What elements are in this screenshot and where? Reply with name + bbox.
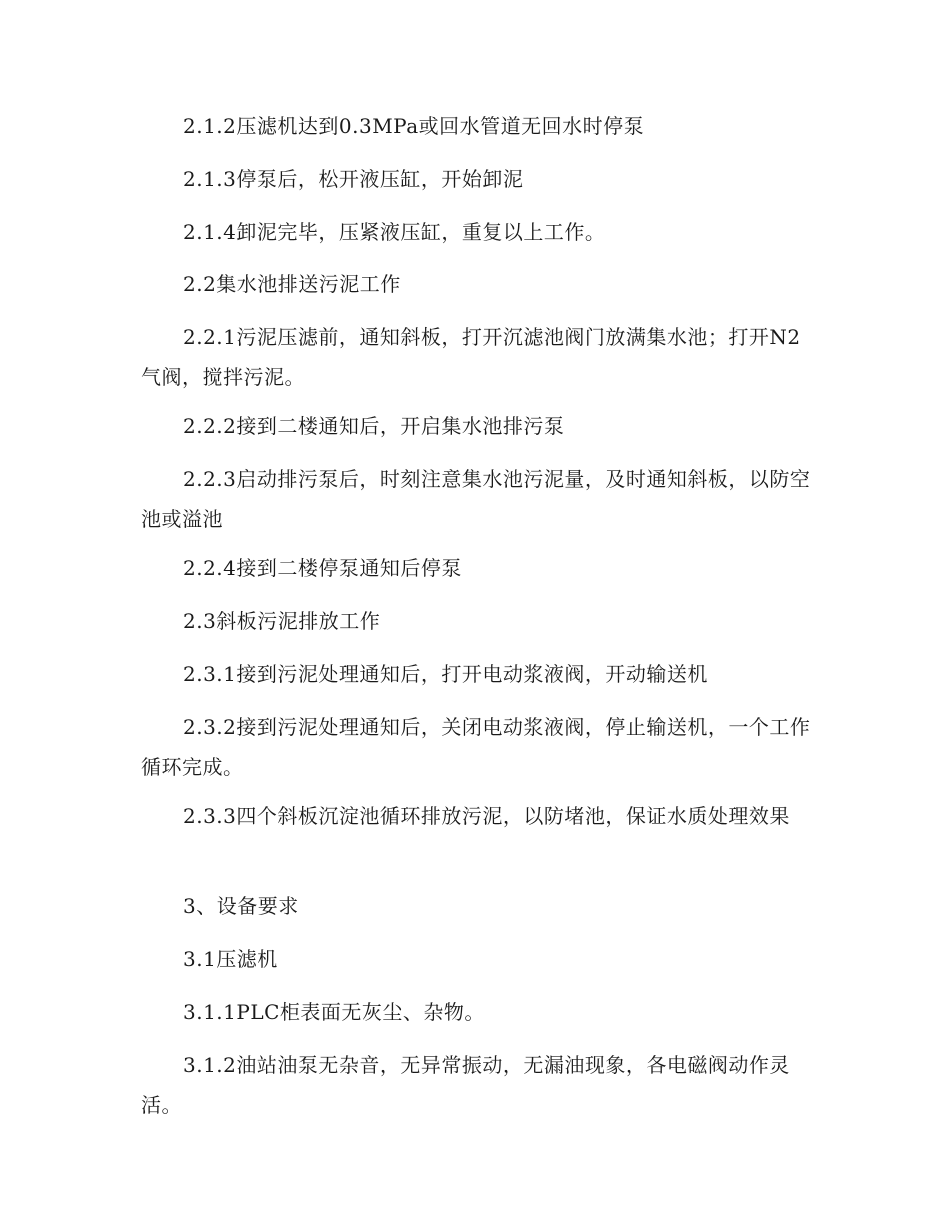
paragraph-2-1-4: 2.1.4卸泥完毕，压紧液压缸，重复以上工作。 [183,220,606,244]
paragraph-2-3-2: 2.3.2接到污泥处理通知后，关闭电动浆液阀，停止输送机，一个工作循环完成。 [141,715,811,779]
heading-2-3: 2.3斜板污泥排放工作 [183,609,381,633]
heading-3: 3、设备要求 [183,894,299,918]
paragraph-2-2-2: 2.2.2接到二楼通知后，开启集水池排污泵 [183,414,565,438]
paragraph-2-2-4: 2.2.4接到二楼停泵通知后停泵 [183,556,462,580]
paragraph-2-1-3: 2.1.3停泵后，松开液压缸，开始卸泥 [183,167,524,191]
paragraph-2-2-1: 2.2.1污泥压滤前，通知斜板，打开沉滤池阀门放满集水池；打开N2气阀，搅拌污泥。 [141,325,801,389]
paragraph-2-3-1: 2.3.1接到污泥处理通知后，打开电动浆液阀，开动输送机 [183,662,708,686]
paragraph-2-1-2: 2.1.2压滤机达到0.3MPa或回水管道无回水时停泵 [183,114,645,138]
paragraph-2-2-3: 2.2.3启动排污泵后，时刻注意集水池污泥量，及时通知斜板，以防空池或溢池 [141,467,811,531]
paragraph-2-3-3: 2.3.3四个斜板沉淀池循环排放污泥，以防堵池，保证水质处理效果 [183,804,790,828]
paragraph-3-1-2: 3.1.2油站油泵无杂音，无异常振动，无漏油现象，各电磁阀动作灵活。 [141,1053,790,1117]
heading-3-1: 3.1压滤机 [183,947,278,971]
paragraph-3-1-1: 3.1.1PLC柜表面无灰尘、杂物。 [183,1000,485,1024]
heading-2-2: 2.2集水池排送污泥工作 [183,272,401,296]
